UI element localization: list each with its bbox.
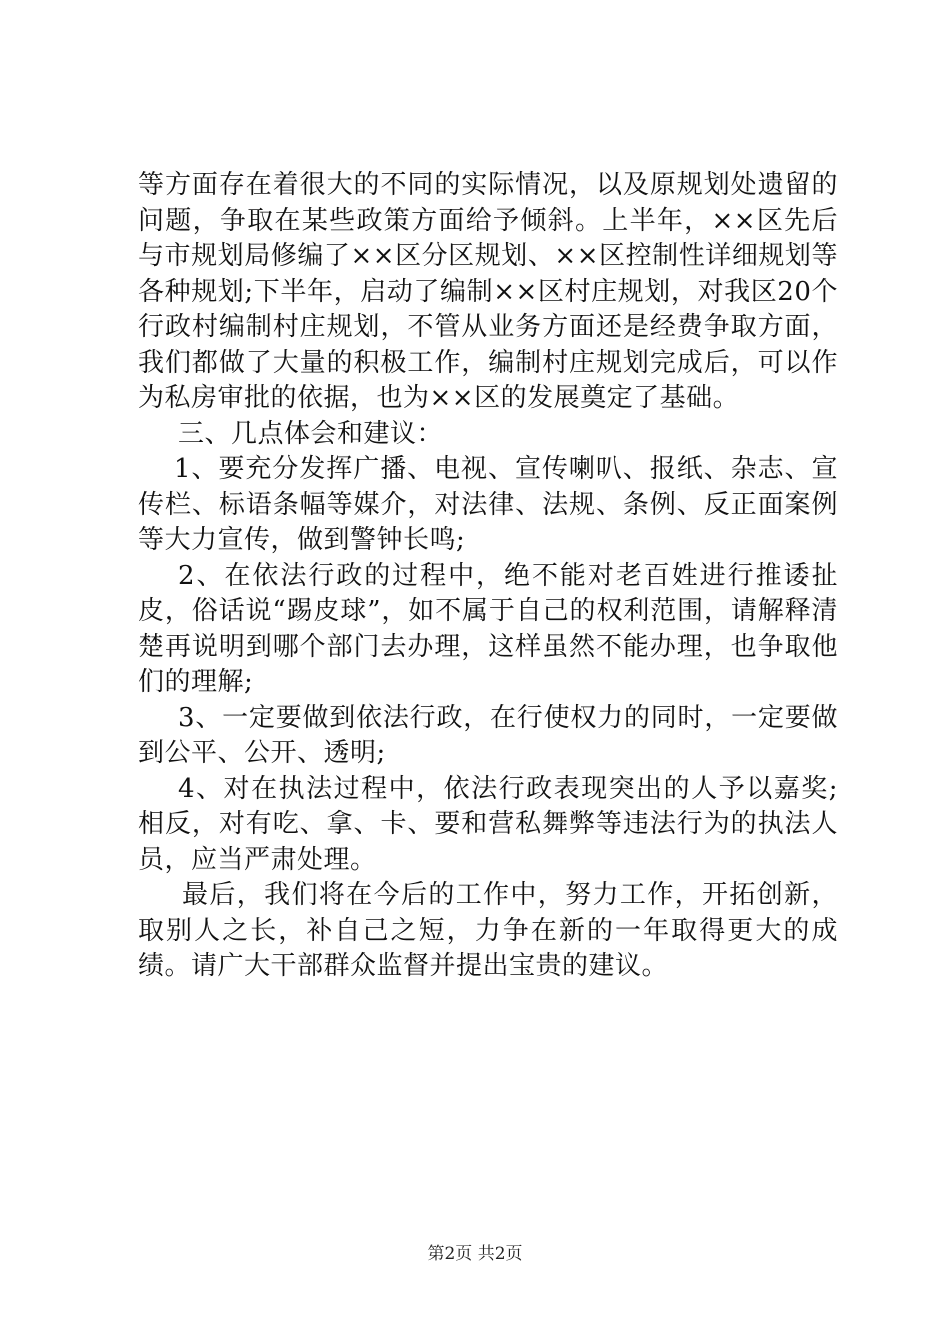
- section-heading: 三、几点体会和建议：: [178, 418, 444, 449]
- suggestion-item-4: 4、对在执法过程中，依法行政表现突出的人予以嘉奖;相反，对有吃、拿、卡、要和营私舞弊等违法行为的执法人员，应当严肃处理。: [138, 773, 838, 875]
- page-number-footer: 第2页 共2页: [427, 1244, 523, 1264]
- suggestion-item-3: 3、一定要做到依法行政，在行使权力的同时，一定要做到公平、公开、透明;: [138, 702, 838, 768]
- suggestion-item-2: 2、在依法行政的过程中，绝不能对老百姓进行推诿扯皮，俗话说“踢皮球”，如不属于自己的权利范围，请解释清楚再说明到哪个部门去办理，这样虽然不能办理，也争取他们的理解;: [138, 560, 838, 697]
- closing-paragraph: 最后，我们将在今后的工作中，努力工作，开拓创新，取别人之长，补自己之短，力争在新的一年取得更大的成绩。请广大干部群众监督并提出宝贵的建议。: [138, 880, 838, 981]
- document-body: [138, 168, 838, 985]
- paragraph-continuation: 等方面存在着很大的不同的实际情况，以及原规划处遗留的问题，争取在某些政策方面给予倾斜。上半年，××区先后与市规划局修编了××区分区规划、××区控制性详细规划等各种规划;下半年，启动了编制××区村庄规划，对我区20个行政村编制村庄规划，不管从业务方面还是经费争取方面，我们都做了大量的积极工作，编制村庄规划完成后，可以作为私房审批的依据，也为××区的发展奠定了基础。: [138, 170, 838, 413]
- suggestion-item-1: 1、要充分发挥广播、电视、宣传喇叭、报纸、杂志、宣传栏、标语条幅等媒介，对法律、法规、条例、反正面案例等大力宣传，做到警钟长鸣;: [138, 454, 838, 555]
